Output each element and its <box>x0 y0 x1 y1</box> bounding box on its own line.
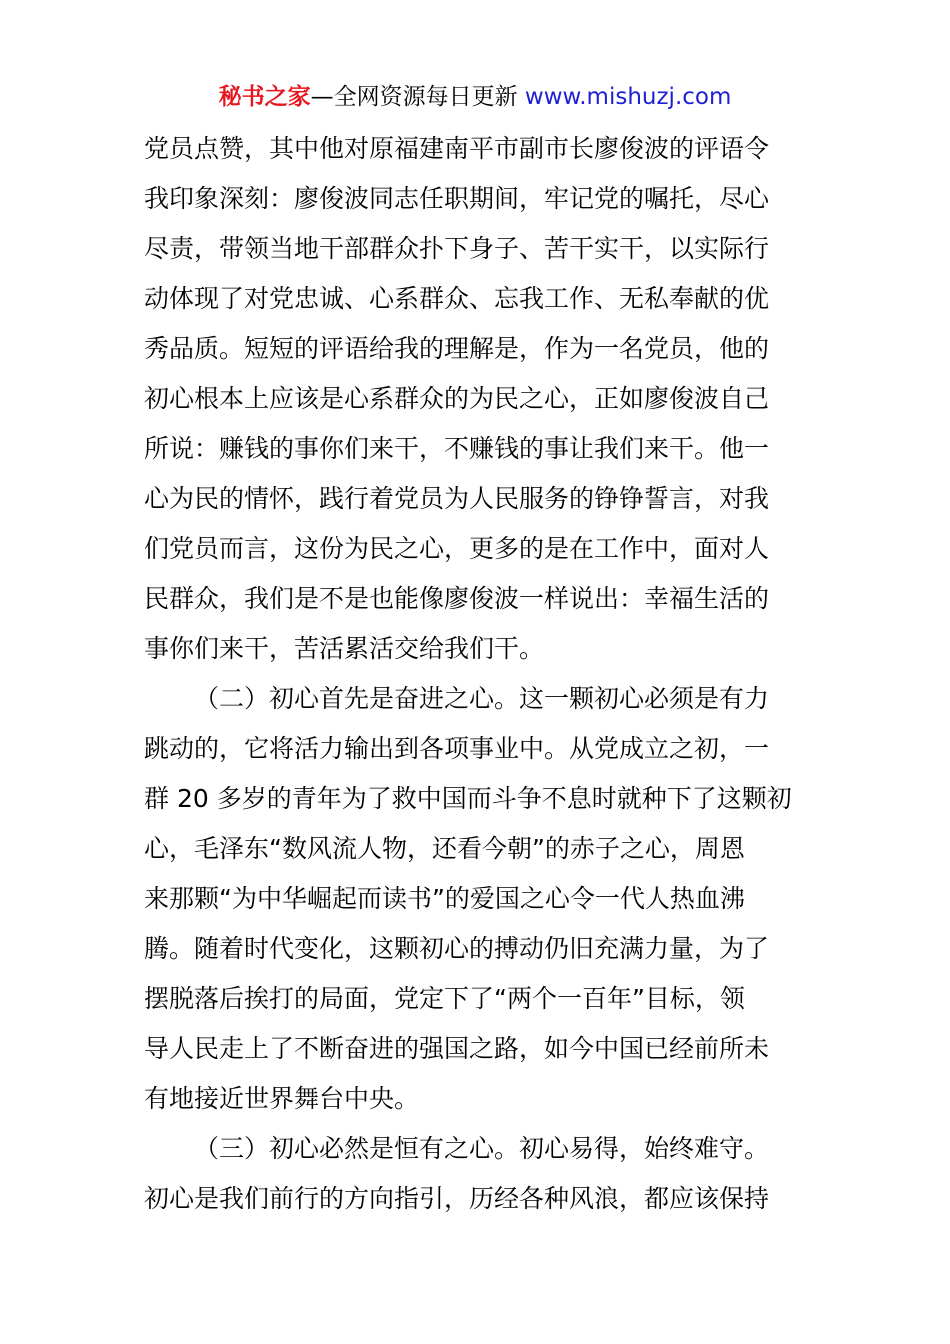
text-line: 导人民走上了不断奋进的强国之路，如今中国已经前所未 <box>144 1034 770 1063</box>
text-line: 摆脱落后挨打的局面，党定下了“两个一百年”目标，领 <box>144 984 745 1013</box>
header-tagline: —全网资源每日更新 <box>310 84 518 110</box>
text-line: 初心根本上应该是心系群众的为民之心，正如廖俊波自己 <box>144 384 770 413</box>
text-line: 腾。随着时代变化，这颗初心的搏动仍旧充满力量，为了 <box>144 934 770 963</box>
text-line: 心为民的情怀，践行着党员为人民服务的铮铮誓言，对我 <box>144 484 770 513</box>
text-line: 跳动的，它将活力输出到各项事业中。从党成立之初，一 <box>144 734 770 763</box>
paragraph-heading-3: （三）初心必然是恒有之心。初心易得，始终难守。 <box>194 1134 770 1163</box>
page-header <box>0 80 950 114</box>
paragraph-heading-2: （二）初心首先是奋进之心。这一颗初心必须是有力 <box>194 684 770 713</box>
text-line: 初心是我们前行的方向指引，历经各种风浪，都应该保持 <box>144 1184 770 1213</box>
text-line: 有地接近世界舞台中央。 <box>144 1084 420 1113</box>
document-body <box>144 124 824 1224</box>
text-line: 民群众，我们是不是也能像廖俊波一样说出：幸福生活的 <box>144 584 770 613</box>
text-line: 来那颗“为中华崛起而读书”的爱国之心令一代人热血沸 <box>144 884 745 913</box>
text-line: 所说：赚钱的事你们来干，不赚钱的事让我们来干。他一 <box>144 434 770 463</box>
text-line: 动体现了对党忠诚、心系群众、忘我工作、无私奉献的优 <box>144 284 770 313</box>
text-line: 秀品质。短短的评语给我的理解是，作为一名党员，他的 <box>144 334 770 363</box>
site-url-link[interactable]: www.mishuzj.com <box>524 84 732 110</box>
text-line: 尽责，带领当地干部群众扑下身子、苦干实干，以实际行 <box>144 234 770 263</box>
text-line: 我印象深刻：廖俊波同志任职期间，牢记党的嘱托，尽心 <box>144 184 770 213</box>
text-line: 党员点赞，其中他对原福建南平市副市长廖俊波的评语令 <box>144 134 770 163</box>
text-line: 们党员而言，这份为民之心，更多的是在工作中，面对人 <box>144 534 770 563</box>
text-line: 心，毛泽东“数风流人物，还看今朝”的赤子之心，周恩 <box>144 834 745 863</box>
brand-name: 秘书之家 <box>218 84 311 110</box>
text-line: 事你们来干，苦活累活交给我们干。 <box>144 634 545 663</box>
text-line: 群 20 多岁的青年为了救中国而斗争不息时就种下了这颗初 <box>144 784 792 813</box>
